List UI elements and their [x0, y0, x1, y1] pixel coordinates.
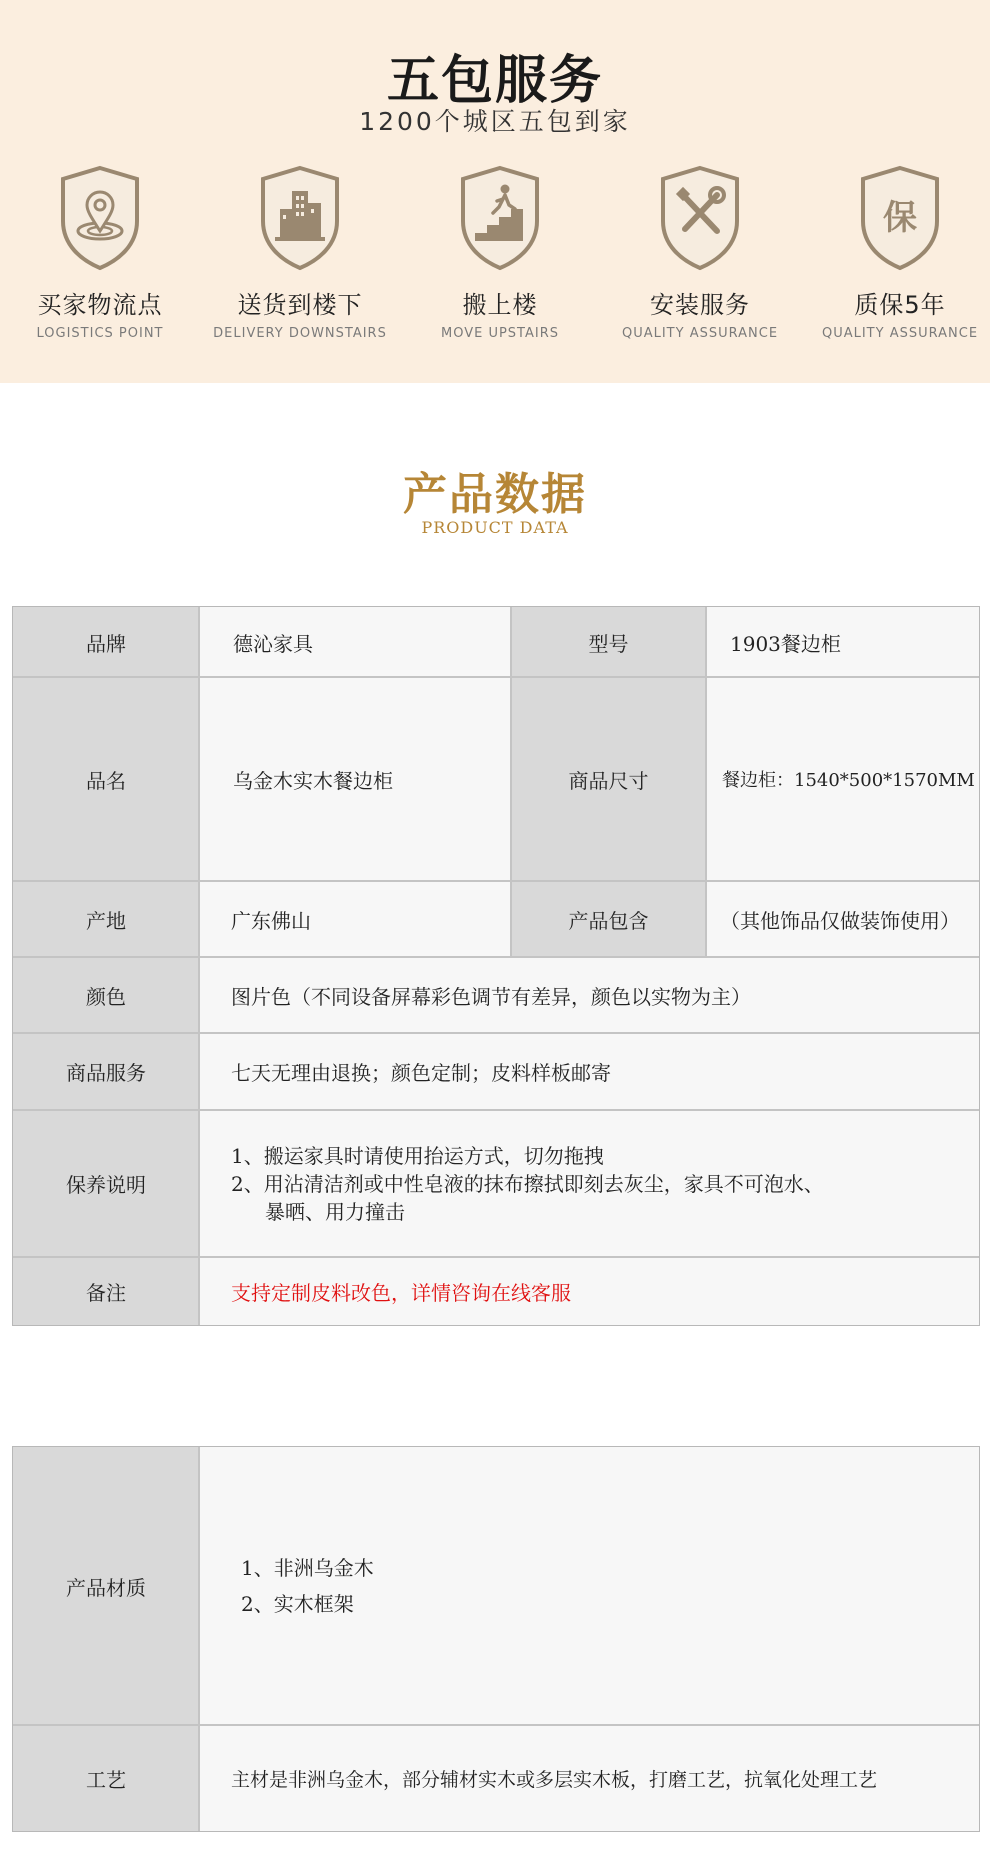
note-label: 备注	[13, 1257, 199, 1325]
material-lines	[241, 1550, 374, 1622]
service-logistics-point	[0, 165, 200, 341]
model-value: 1903餐边柜	[706, 607, 979, 677]
service-value: 七天无理由退换；颜色定制；皮料样板邮寄	[199, 1033, 979, 1110]
care-label: 保养说明	[13, 1110, 199, 1257]
divider	[13, 1109, 979, 1111]
service-delivery-downstairs	[200, 165, 400, 341]
includes-value: （其他饰品仅做装饰使用）	[706, 881, 979, 957]
divider	[198, 1447, 200, 1831]
service-label-en: LOGISTICS POINT	[36, 326, 164, 341]
service-label-en: QUALITY ASSURANCE	[621, 326, 779, 341]
divider	[13, 1256, 979, 1258]
divider	[13, 676, 979, 678]
building-icon	[259, 165, 341, 271]
divider	[13, 1032, 979, 1034]
color-label: 颜色	[13, 957, 199, 1033]
tools-icon	[659, 165, 741, 271]
name-label: 品名	[13, 677, 199, 881]
bao-badge-icon	[859, 165, 941, 271]
service-warranty	[800, 165, 990, 341]
care-line-1: 1、搬运家具时请使用抬运方式，切勿拖拽	[231, 1143, 604, 1168]
divider	[705, 607, 707, 957]
model-label: 型号	[511, 607, 706, 677]
size-value: 餐边柜：1540*500*1570MM	[706, 677, 979, 881]
product-data-subtitle: PRODUCT DATA	[421, 518, 569, 537]
service-label: 送货到楼下	[237, 291, 363, 319]
divider	[13, 880, 979, 882]
color-value: 图片色（不同设备屏幕彩色调节有差异，颜色以实物为主）	[199, 957, 979, 1033]
product-spec-table	[12, 606, 980, 1326]
service-installation	[600, 165, 800, 341]
material-table	[12, 1446, 980, 1832]
product-data-title: 产品数据	[403, 469, 587, 520]
material-label: 产品材质	[13, 1447, 199, 1725]
includes-label: 产品包含	[511, 881, 706, 957]
service-label: 商品服务	[13, 1033, 199, 1110]
care-lines	[231, 1142, 824, 1226]
service-label: 买家物流点	[37, 291, 163, 319]
craft-value: 主材是非洲乌金木，部分辅材实木或多层实木板，打磨工艺，抗氧化处理工艺	[199, 1725, 979, 1831]
material-line-2: 2、实木框架	[241, 1592, 354, 1616]
service-move-upstairs	[400, 165, 600, 341]
five-services-banner	[0, 0, 990, 383]
origin-value: 广东佛山	[199, 881, 511, 957]
banner-subtitle: 1200个城区五包到家	[359, 107, 631, 136]
location-pin-icon	[59, 165, 141, 271]
material-value	[199, 1447, 979, 1725]
divider	[13, 956, 979, 958]
service-label-en: QUALITY ASSURANCE	[821, 326, 979, 341]
care-line-2: 2、用沾清洁剂或中性皂液的抹布擦拭即刻去灰尘，家具不可泡水、	[231, 1171, 824, 1196]
size-label: 商品尺寸	[511, 677, 706, 881]
craft-label: 工艺	[13, 1725, 199, 1831]
origin-label: 产地	[13, 881, 199, 957]
care-line-3: 暴晒、用力撞击	[265, 1199, 405, 1224]
divider	[510, 607, 512, 957]
divider	[198, 607, 200, 1325]
name-value: 乌金木实木餐边柜	[199, 677, 511, 881]
material-line-1: 1、非洲乌金木	[241, 1556, 374, 1580]
care-instructions	[199, 1110, 979, 1257]
service-label: 质保5年	[854, 291, 946, 319]
bao-character: 保	[883, 198, 917, 238]
note-value: 支持定制皮料改色，详情咨询在线客服	[199, 1257, 979, 1325]
service-label-en: MOVE UPSTAIRS	[440, 326, 559, 341]
service-label: 安装服务	[650, 291, 750, 319]
stairs-icon	[459, 165, 541, 271]
service-label: 搬上楼	[462, 291, 538, 319]
brand-value: 德沁家具	[199, 607, 511, 677]
service-label-en: DELIVERY DOWNSTAIRS	[213, 326, 387, 341]
divider	[13, 1724, 979, 1726]
brand-label: 品牌	[13, 607, 199, 677]
banner-title: 五包服务	[386, 51, 603, 111]
